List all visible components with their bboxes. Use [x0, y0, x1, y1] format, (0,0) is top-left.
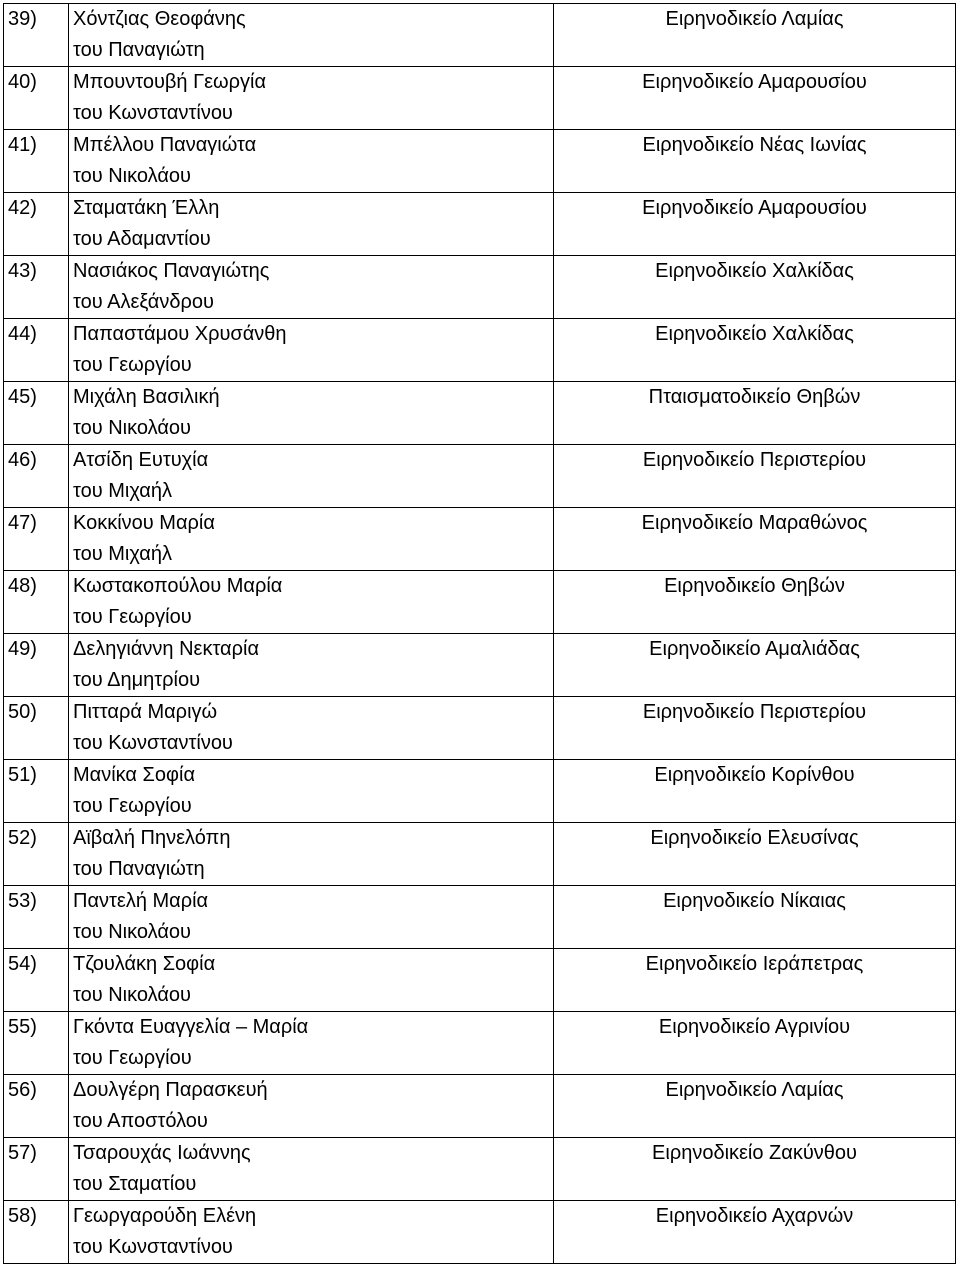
father-name: του Κωνσταντίνου — [73, 1236, 233, 1258]
person-name: Χόντζιας Θεοφάνης — [73, 8, 246, 30]
person-name: Τσαρουχάς Ιωάννης — [73, 1142, 251, 1164]
father-name: του Γεωργίου — [73, 1047, 192, 1069]
row-number: 47) — [4, 508, 69, 571]
person-cell — [69, 130, 554, 193]
father-name: του Νικολάου — [73, 417, 191, 439]
person-cell — [69, 1075, 554, 1138]
court-name: Ειρηνοδικείο Αχαρνών — [554, 1201, 956, 1264]
row-number: 53) — [4, 886, 69, 949]
person-name: Παπαστάμου Χρυσάνθη — [73, 323, 287, 345]
table-row — [4, 67, 956, 130]
person-cell — [69, 634, 554, 697]
court-name: Ειρηνοδικείο Αμαρουσίου — [554, 67, 956, 130]
court-name: Ειρηνοδικείο Περιστερίου — [554, 445, 956, 508]
person-name: Μανίκα Σοφία — [73, 764, 196, 786]
person-name: Δεληγιάννη Νεκταρία — [73, 638, 260, 660]
father-name: του Γεωργίου — [73, 354, 192, 376]
father-name: του Μιχαήλ — [73, 480, 172, 502]
person-name: Δουλγέρη Παρασκευή — [73, 1079, 268, 1101]
person-cell — [69, 571, 554, 634]
court-name: Ειρηνοδικείο Νέας Ιωνίας — [554, 130, 956, 193]
row-number: 45) — [4, 382, 69, 445]
court-name: Ειρηνοδικείο Χαλκίδας — [554, 256, 956, 319]
person-cell — [69, 949, 554, 1012]
person-name: Κοκκίνου Μαρία — [73, 512, 215, 534]
table-row — [4, 319, 956, 382]
father-name: του Κωνσταντίνου — [73, 102, 233, 124]
court-name: Ειρηνοδικείο Ελευσίνας — [554, 823, 956, 886]
court-name: Ειρηνοδικείο Θηβών — [554, 571, 956, 634]
father-name: του Γεωργίου — [73, 606, 192, 628]
person-cell — [69, 886, 554, 949]
table-row — [4, 130, 956, 193]
table-row — [4, 1075, 956, 1138]
table-row — [4, 823, 956, 886]
court-name: Ειρηνοδικείο Χαλκίδας — [554, 319, 956, 382]
person-name: Μιχάλη Βασιλική — [73, 386, 220, 408]
table-row — [4, 571, 956, 634]
row-number: 46) — [4, 445, 69, 508]
row-number: 48) — [4, 571, 69, 634]
person-name: Τζουλάκη Σοφία — [73, 953, 216, 975]
court-name: Ειρηνοδικείο Μαραθώνος — [554, 508, 956, 571]
father-name: του Σταματίου — [73, 1173, 197, 1195]
person-name: Κωστακοπούλου Μαρία — [73, 575, 283, 597]
table-row — [4, 256, 956, 319]
court-name: Ειρηνοδικείο Λαμίας — [554, 1075, 956, 1138]
father-name: του Παναγιώτη — [73, 858, 205, 880]
father-name: του Γεωργίου — [73, 795, 192, 817]
court-name: Ειρηνοδικείο Περιστερίου — [554, 697, 956, 760]
person-cell — [69, 823, 554, 886]
row-number: 55) — [4, 1012, 69, 1075]
table-row — [4, 193, 956, 256]
row-number: 58) — [4, 1201, 69, 1264]
table-row — [4, 886, 956, 949]
court-name: Πταισματοδικείο Θηβών — [554, 382, 956, 445]
row-number: 49) — [4, 634, 69, 697]
court-name: Ειρηνοδικείο Αμαρουσίου — [554, 193, 956, 256]
person-cell — [69, 760, 554, 823]
father-name: του Αλεξάνδρου — [73, 291, 214, 313]
table-row — [4, 508, 956, 571]
table-row — [4, 697, 956, 760]
person-name: Γεωργαρούδη Ελένη — [73, 1205, 257, 1227]
row-number: 56) — [4, 1075, 69, 1138]
person-cell — [69, 256, 554, 319]
father-name: του Νικολάου — [73, 984, 191, 1006]
person-cell — [69, 697, 554, 760]
row-number: 57) — [4, 1138, 69, 1201]
father-name: του Παναγιώτη — [73, 39, 205, 61]
person-cell — [69, 319, 554, 382]
person-cell — [69, 382, 554, 445]
person-name: Νασιάκος Παναγιώτης — [73, 260, 270, 282]
person-name: Πιτταρά Μαριγώ — [73, 701, 218, 723]
court-name: Ειρηνοδικείο Αμαλιάδας — [554, 634, 956, 697]
court-name: Ειρηνοδικείο Κορίνθου — [554, 760, 956, 823]
father-name: του Δημητρίου — [73, 669, 201, 691]
row-number: 41) — [4, 130, 69, 193]
table-row — [4, 382, 956, 445]
person-name: Παντελή Μαρία — [73, 890, 209, 912]
row-number: 51) — [4, 760, 69, 823]
table-body — [4, 4, 956, 1264]
person-name: Ατσίδη Ευτυχία — [73, 449, 209, 471]
row-number: 44) — [4, 319, 69, 382]
father-name: του Αδαμαντίου — [73, 228, 211, 250]
person-cell — [69, 1138, 554, 1201]
person-name: Μπουντουβή Γεωργία — [73, 71, 267, 93]
father-name: του Νικολάου — [73, 921, 191, 943]
father-name: του Νικολάου — [73, 165, 191, 187]
court-name: Ειρηνοδικείο Αγρινίου — [554, 1012, 956, 1075]
person-cell — [69, 4, 554, 67]
court-name: Ειρηνοδικείο Λαμίας — [554, 4, 956, 67]
father-name: του Μιχαήλ — [73, 543, 172, 565]
table-row — [4, 445, 956, 508]
person-cell — [69, 508, 554, 571]
table-row — [4, 1012, 956, 1075]
table-row — [4, 1138, 956, 1201]
person-cell — [69, 1201, 554, 1264]
row-number: 39) — [4, 4, 69, 67]
person-cell — [69, 1012, 554, 1075]
person-cell — [69, 67, 554, 130]
person-name: Αϊβαλή Πηνελόπη — [73, 827, 231, 849]
table-row — [4, 760, 956, 823]
court-name: Ειρηνοδικείο Ιεράπετρας — [554, 949, 956, 1012]
row-number: 43) — [4, 256, 69, 319]
table-row — [4, 634, 956, 697]
person-cell — [69, 193, 554, 256]
row-number: 54) — [4, 949, 69, 1012]
row-number: 52) — [4, 823, 69, 886]
appointments-table — [3, 3, 956, 1264]
person-name: Μπέλλου Παναγιώτα — [73, 134, 257, 156]
father-name: του Κωνσταντίνου — [73, 732, 233, 754]
court-name: Ειρηνοδικείο Ζακύνθου — [554, 1138, 956, 1201]
father-name: του Αποστόλου — [73, 1110, 208, 1132]
row-number: 50) — [4, 697, 69, 760]
person-cell — [69, 445, 554, 508]
row-number: 40) — [4, 67, 69, 130]
table-row — [4, 949, 956, 1012]
row-number: 42) — [4, 193, 69, 256]
table-row — [4, 1201, 956, 1264]
court-name: Ειρηνοδικείο Νίκαιας — [554, 886, 956, 949]
person-name: Γκόντα Ευαγγελία – Μαρία — [73, 1016, 309, 1038]
table-row — [4, 4, 956, 67]
person-name: Σταματάκη Έλλη — [73, 197, 220, 219]
